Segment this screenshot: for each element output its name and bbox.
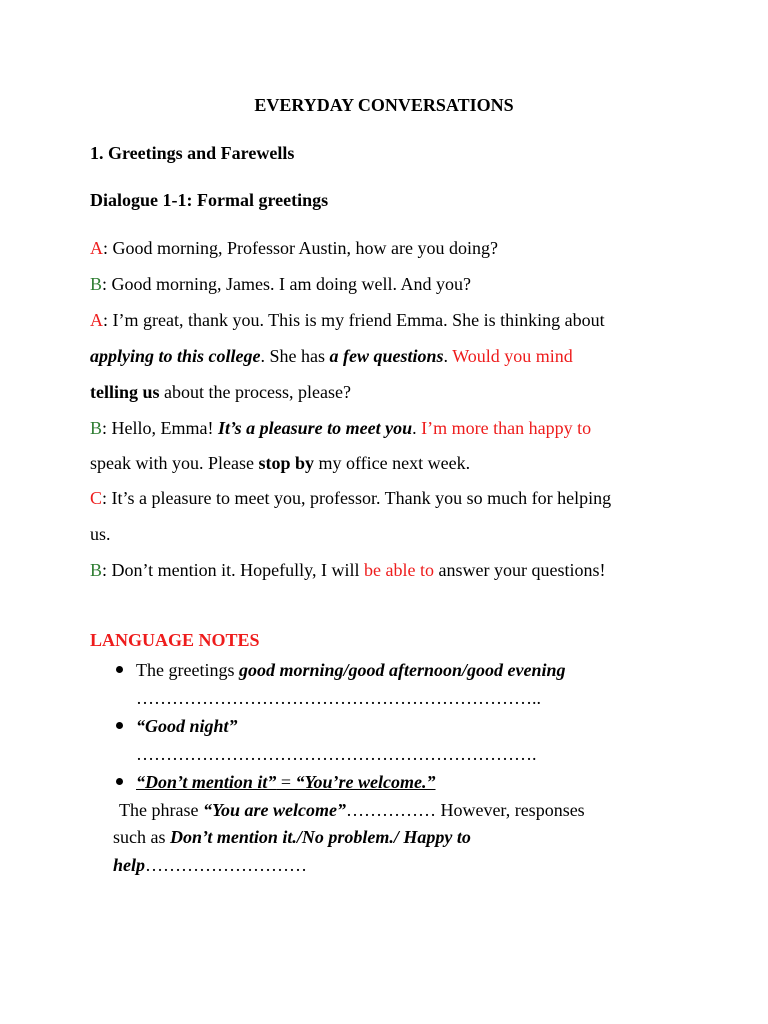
bullet-dot <box>116 666 123 673</box>
dialogue-line-5 <box>90 381 351 403</box>
bullet-dot <box>116 722 123 729</box>
dialogue-line-3 <box>90 309 605 331</box>
emphasis-text: good morning/good afternoon/good evening <box>238 660 566 680</box>
document-title: EVERYDAY CONVERSATIONS <box>254 95 514 115</box>
note-2-blank: …………………………………………………………. <box>136 744 537 764</box>
emphasis-text: “You’re welcome.” <box>295 772 436 792</box>
section-heading: 1. Greetings and Farewells <box>90 143 295 163</box>
language-notes-heading: LANGUAGE NOTES <box>90 630 260 650</box>
bullet-dot <box>116 778 123 785</box>
note-1 <box>136 659 566 681</box>
note-text: …………… However, responses <box>345 800 585 820</box>
dialogue-line-1 <box>90 237 498 259</box>
note-2 <box>136 715 238 737</box>
emphasis-text: applying to this college <box>90 346 261 366</box>
note-3-body-line-1 <box>119 799 585 821</box>
speaker-label: A <box>90 310 103 330</box>
emphasis-text: help <box>113 855 146 875</box>
speaker-label: B <box>90 418 103 438</box>
note-3-body-line-3 <box>113 854 307 876</box>
line-text: : I’m great, thank you. This is my friend Emma. She is thinking about <box>103 310 605 330</box>
dialogue-heading: Dialogue 1-1: Formal greetings <box>90 190 329 210</box>
dialogue-line-8 <box>90 487 611 509</box>
line-text: : Don’t mention it. Hopefully, I will <box>102 560 364 580</box>
note-text: The greetings <box>136 660 239 680</box>
dialogue-line-9 <box>90 523 111 545</box>
emphasis-text: “You are welcome” <box>202 800 346 820</box>
line-text: . She has <box>260 346 330 366</box>
line-text: . <box>443 346 453 366</box>
line-text: my office next week. <box>314 453 471 473</box>
line-text: : Good morning, James. I am doing well. And you? <box>102 274 471 294</box>
highlight-text: be able to <box>364 560 434 580</box>
dialogue-line-2 <box>90 273 471 295</box>
dialogue-line-4 <box>90 345 573 367</box>
dialogue-line-7 <box>90 452 470 474</box>
line-text: : It’s a pleasure to meet you, professor. Thank you so much for helping <box>102 488 612 508</box>
line-text: us. <box>90 524 111 544</box>
note-text: = <box>276 772 296 792</box>
line-text: : Good morning, Professor Austin, how are you doing? <box>103 238 498 258</box>
note-text: such as <box>113 827 170 847</box>
dialogue-line-10 <box>90 559 605 581</box>
emphasis-text: Don’t mention it./No problem./ Happy to <box>170 827 471 847</box>
speaker-label: A <box>90 238 103 258</box>
highlight-text: I’m more than happy to <box>421 418 592 438</box>
emphasis-text: It’s a pleasure to meet you <box>218 418 413 438</box>
bold-text: telling us <box>90 382 160 402</box>
emphasis-text: “Don’t mention it” <box>136 772 277 792</box>
emphasis-text: “Good night” <box>136 716 238 736</box>
emphasis-text: a few questions <box>329 346 444 366</box>
line-text: answer your questions! <box>433 560 606 580</box>
bold-text: stop by <box>258 453 314 473</box>
line-text: speak with you. Please <box>90 453 259 473</box>
speaker-label: C <box>90 488 103 508</box>
highlight-text: Would you mind <box>452 346 573 366</box>
dialogue-line-6 <box>90 417 591 439</box>
note-1-blank: ………………………………………………………….. <box>136 688 541 708</box>
line-text: . <box>412 418 422 438</box>
note-3 <box>136 771 436 793</box>
speaker-label: B <box>90 274 103 294</box>
note-text: ……………………… <box>145 855 308 875</box>
line-text: : Hello, Emma! <box>102 418 218 438</box>
note-3-body-line-2 <box>113 826 471 848</box>
line-text: about the process, please? <box>159 382 351 402</box>
note-text: The phrase <box>119 800 203 820</box>
speaker-label: B <box>90 560 103 580</box>
